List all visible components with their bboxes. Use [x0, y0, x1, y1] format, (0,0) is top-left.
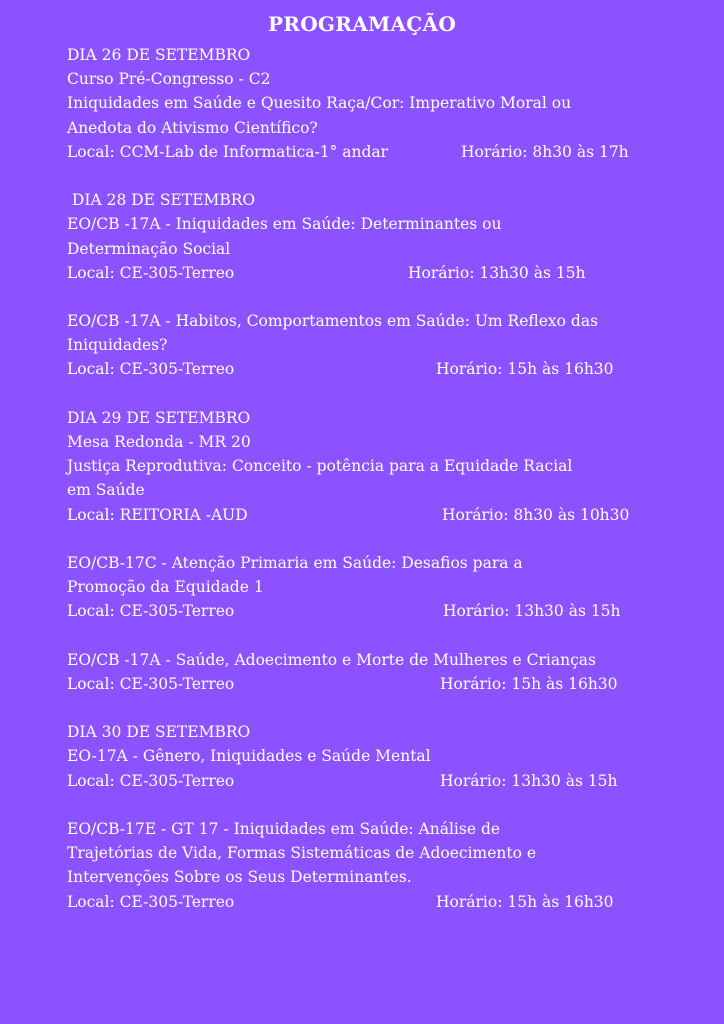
session-location-row: [67, 261, 707, 285]
session-location: Local: CE-305-Terreo: [67, 771, 235, 790]
session-location: Local: CE-305-Terreo: [67, 674, 235, 693]
session-location-row: [67, 140, 707, 164]
session-time: Horário: 15h às 16h30: [436, 360, 614, 379]
program-content: [67, 43, 707, 914]
session-location: Local: CE-305-Terreo: [67, 892, 235, 911]
day-heading: DIA 30 DE SETEMBRO: [67, 723, 251, 742]
session-location: Local: REITORIA -AUD: [67, 505, 248, 524]
session-location-row: [67, 503, 707, 527]
session-location-row: [67, 890, 707, 914]
session-title: EO/CB -17A - Iniquidades em Saúde: Determinantes ou: [67, 215, 502, 234]
session-location: Local: CE-305-Terreo: [67, 360, 235, 379]
session-time: Horário: 13h30 às 15h: [408, 263, 586, 282]
session-time: Horário: 13h30 às 15h: [440, 771, 618, 790]
session-time: Horário: 15h às 16h30: [440, 674, 618, 693]
session-title: Promoção da Equidade 1: [67, 578, 264, 597]
session-location-row: [67, 672, 707, 696]
page-title: [0, 10, 724, 38]
session-title: EO/CB-17E - GT 17 - Iniquidades em Saúde: Análise de: [67, 820, 501, 838]
page-title-text: PROGRAMAÇÃO: [267, 12, 457, 36]
session-title: EO/CB -17A - Habitos, Comportamentos em Saúde: Um Reflexo das: [67, 312, 599, 331]
session-title: EO-17A - Gênero, Iniquidades e Saúde Mental: [67, 747, 431, 766]
session-title: Trajetórias de Vida, Formas Sistemáticas de Adoecimento e: [67, 844, 537, 863]
session-time: Horário: 8h30 às 10h30: [442, 505, 630, 524]
session-location: Local: CE-305-Terreo: [67, 602, 235, 621]
session-code: Curso Pré-Congresso - C2: [67, 70, 271, 89]
session-location-row: [67, 769, 707, 793]
session-time: Horário: 13h30 às 15h: [443, 602, 621, 621]
session-location: Local: CCM-Lab de Informatica-1° andar: [67, 142, 389, 161]
day-heading: DIA 29 DE SETEMBRO: [67, 408, 251, 427]
session-title: Determinação Social: [67, 239, 231, 258]
day-heading: DIA 28 DE SETEMBRO: [67, 191, 256, 210]
session-title: EO/CB-17C - Atenção Primaria em Saúde: Desafios para a: [67, 553, 523, 572]
session-title: EO/CB -17A - Saúde, Adoecimento e Morte de Mulheres e Crianças: [67, 650, 596, 669]
session-title: Iniquidades?: [67, 336, 168, 355]
session-title: Justiça Reprodutiva: Conceito - potência para a Equidade Racial: [67, 457, 573, 476]
session-title: Iniquidades em Saúde e Quesito Raça/Cor: Imperativo Moral ou: [67, 94, 572, 113]
session-title: Intervenções Sobre os Seus Determinantes.: [67, 868, 412, 887]
session-location-row: [67, 599, 707, 623]
session-title: Anedota do Ativismo Científico?: [67, 118, 318, 137]
session-time: Horário: 15h às 16h30: [436, 892, 614, 911]
session-code: Mesa Redonda - MR 20: [67, 433, 251, 451]
day-heading: DIA 26 DE SETEMBRO: [67, 46, 251, 64]
session-title: em Saúde: [67, 481, 145, 500]
session-time: Horário: 8h30 às 17h: [461, 142, 629, 161]
session-location-row: [67, 357, 707, 381]
session-location: Local: CE-305-Terreo: [67, 263, 235, 282]
